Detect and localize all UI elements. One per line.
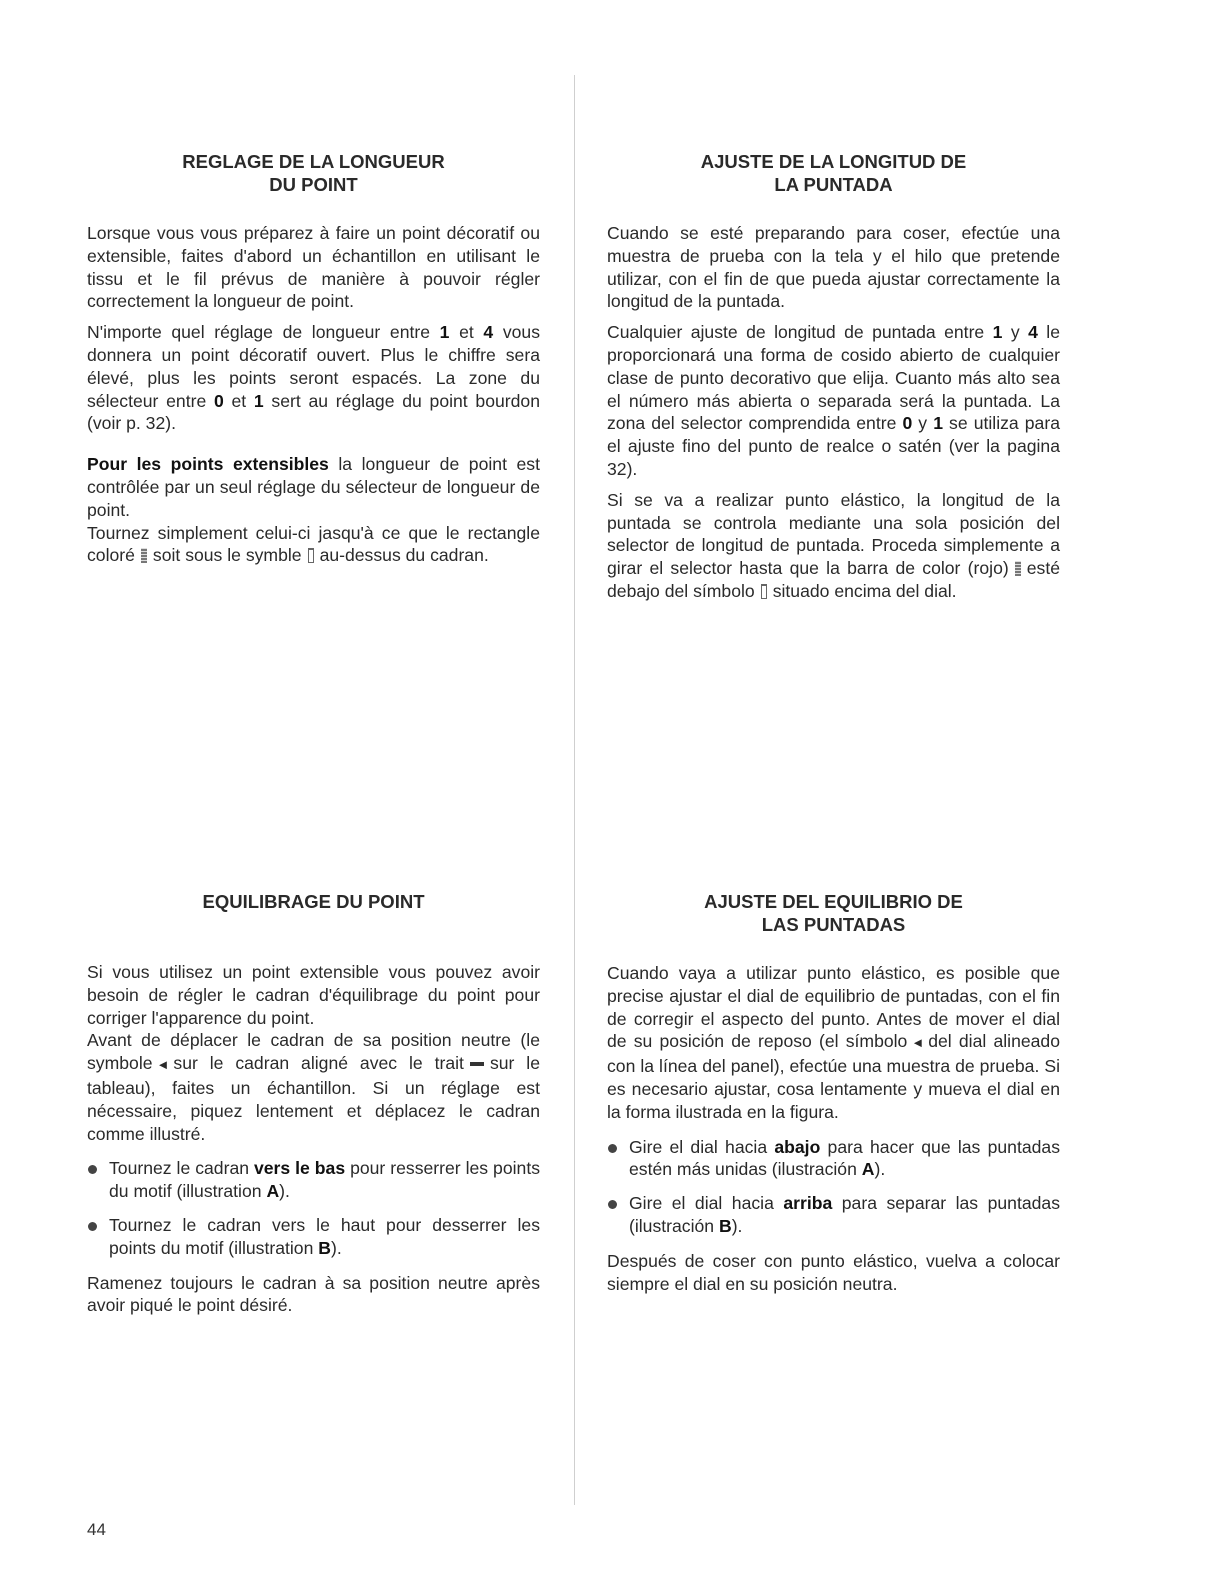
paragraph: Pour les points extensibles la longueur de point est contrôlée par un seul réglage du sélecteur de longueur de point. [87,454,540,520]
section-title: AJUSTE DEL EQUILIBRIO DE LAS PUNTADAS [704,891,963,935]
paragraph: Después de coser con punto elástico, vuelva a colocar siempre el dial en su posición neutra. [607,1250,1060,1294]
stretch-symbol-icon [308,548,314,563]
section-title: REGLAGE DE LA LONGUEUR DU POINT [182,151,445,195]
list-item: Gire el dial hacia abajo para hacer que las puntadas estén más unidas (ilustración A). [607,1136,1060,1182]
bullet-list [87,1157,540,1259]
page-number: 44 [87,1520,106,1539]
list-item: Tournez le cadran vers le bas pour resserrer les points du motif (illustration A). [87,1157,540,1203]
stretch-symbol-icon [761,584,767,599]
paragraph: Cuando vaya a utilizar punto elástico, es posible que precise ajustar el dial de equilibrio de puntadas, con el fin de corregir el aspecto del punto. Antes de mover el dial de su posición de reposo (el símbolo ◄ del dial alineado con la línea del panel), efectúe una muestra de prueba. Si es necesario ajustar, cosa lentamente y mueva el dial en la forma ilustrada en la figura. [607,963,1061,1122]
bullet-icon [88,1222,97,1231]
section-title: AJUSTE DE LA LONGITUD DE LA PUNTADA [700,151,967,195]
list-item: Gire el dial hacia arriba para separar las puntadas (ilustración B). [607,1192,1060,1238]
paragraph: Avant de déplacer le cadran de sa position neutre (le symbole ◄ sur le cadran aligné avec le trait sur le tableau), faites un échantillon. Si un réglage est nécessaire, piquez lentement et déplacez le cadran comme illustré. [87,1030,540,1144]
section-reglage-longueur [87,150,540,575]
bullet-icon [608,1200,617,1209]
bullet-icon [88,1165,97,1174]
bullet-list [607,1136,1060,1238]
paragraph: Lorsque vous vous préparez à faire un point décoratif ou extensible, faites d'abord un échantillon en utilisant le tissu et le fil prévus de manière à pouvoir régler correctement la longueur de point. [87,223,540,312]
bullet-icon [608,1144,617,1153]
paragraph: Si se va a realizar punto elástico, la longitud de la puntada se controla mediante una sola posición del selector de longitud de puntada. Proceda simplemente a girar el selector hasta que la barra de color (rojo) esté debajo del símbolo situado encima del dial. [607,489,1060,601]
paragraph: Cuando se esté preparando para coser, efectúe una muestra de prueba con la tela y el hilo que pretende utilizar, con el fin de que pueda ajustar correctamente la longitud de la puntada. [607,223,1060,312]
paragraph: Ramenez toujours le cadran à sa position neutre après avoir piqué le point désiré. [87,1272,540,1316]
paragraph: Cualquier ajuste de longitud de puntada entre 1 y 4 le proporcionará una forma de cosido abierto de cualquier clase de punto decorativo que elija. Cuanto más alto sea el número más abierta o separada será la puntada. La zona del selector comprendida entre 0 y 1 se utiliza para el ajuste fino del punto de realce o satén (ver la pagina 32). [607,322,1060,479]
section-equilibrage [87,890,540,1325]
list-item: Tournez le cadran vers le haut pour desserrer les points du motif (illustration B). [87,1214,540,1260]
paragraph: Si vous utilisez un point extensible vous pouvez avoir besoin de régler le cadran d'équilibrage du point pour corriger l'apparence du point. [87,962,540,1028]
triangle-symbol-icon: ◄ [911,1035,925,1051]
paragraph: Tournez simplement celui-ci jasqu'à ce que le rectangle coloré soit sous le symble au-dessus du cadran. [87,522,540,566]
colored-rectangle-icon [141,548,147,563]
dash-mark-icon [470,1062,484,1066]
section-ajuste-equilibrio [607,890,1060,1303]
triangle-symbol-icon: ◄ [156,1057,170,1073]
paragraph: N'importe quel réglage de longueur entre 1 et 4 vous donnera un point décoratif ouvert. Plus le chiffre sera élevé, plus les points seront espacés. La zone du sélecteur entre 0 et 1 sert au réglage du point bourdon (voir p. 32). [87,322,540,434]
section-title: EQUILIBRAGE DU POINT [202,891,425,912]
colored-bar-icon [1015,561,1021,576]
section-ajuste-longitud [607,150,1060,611]
column-divider [574,75,575,1505]
